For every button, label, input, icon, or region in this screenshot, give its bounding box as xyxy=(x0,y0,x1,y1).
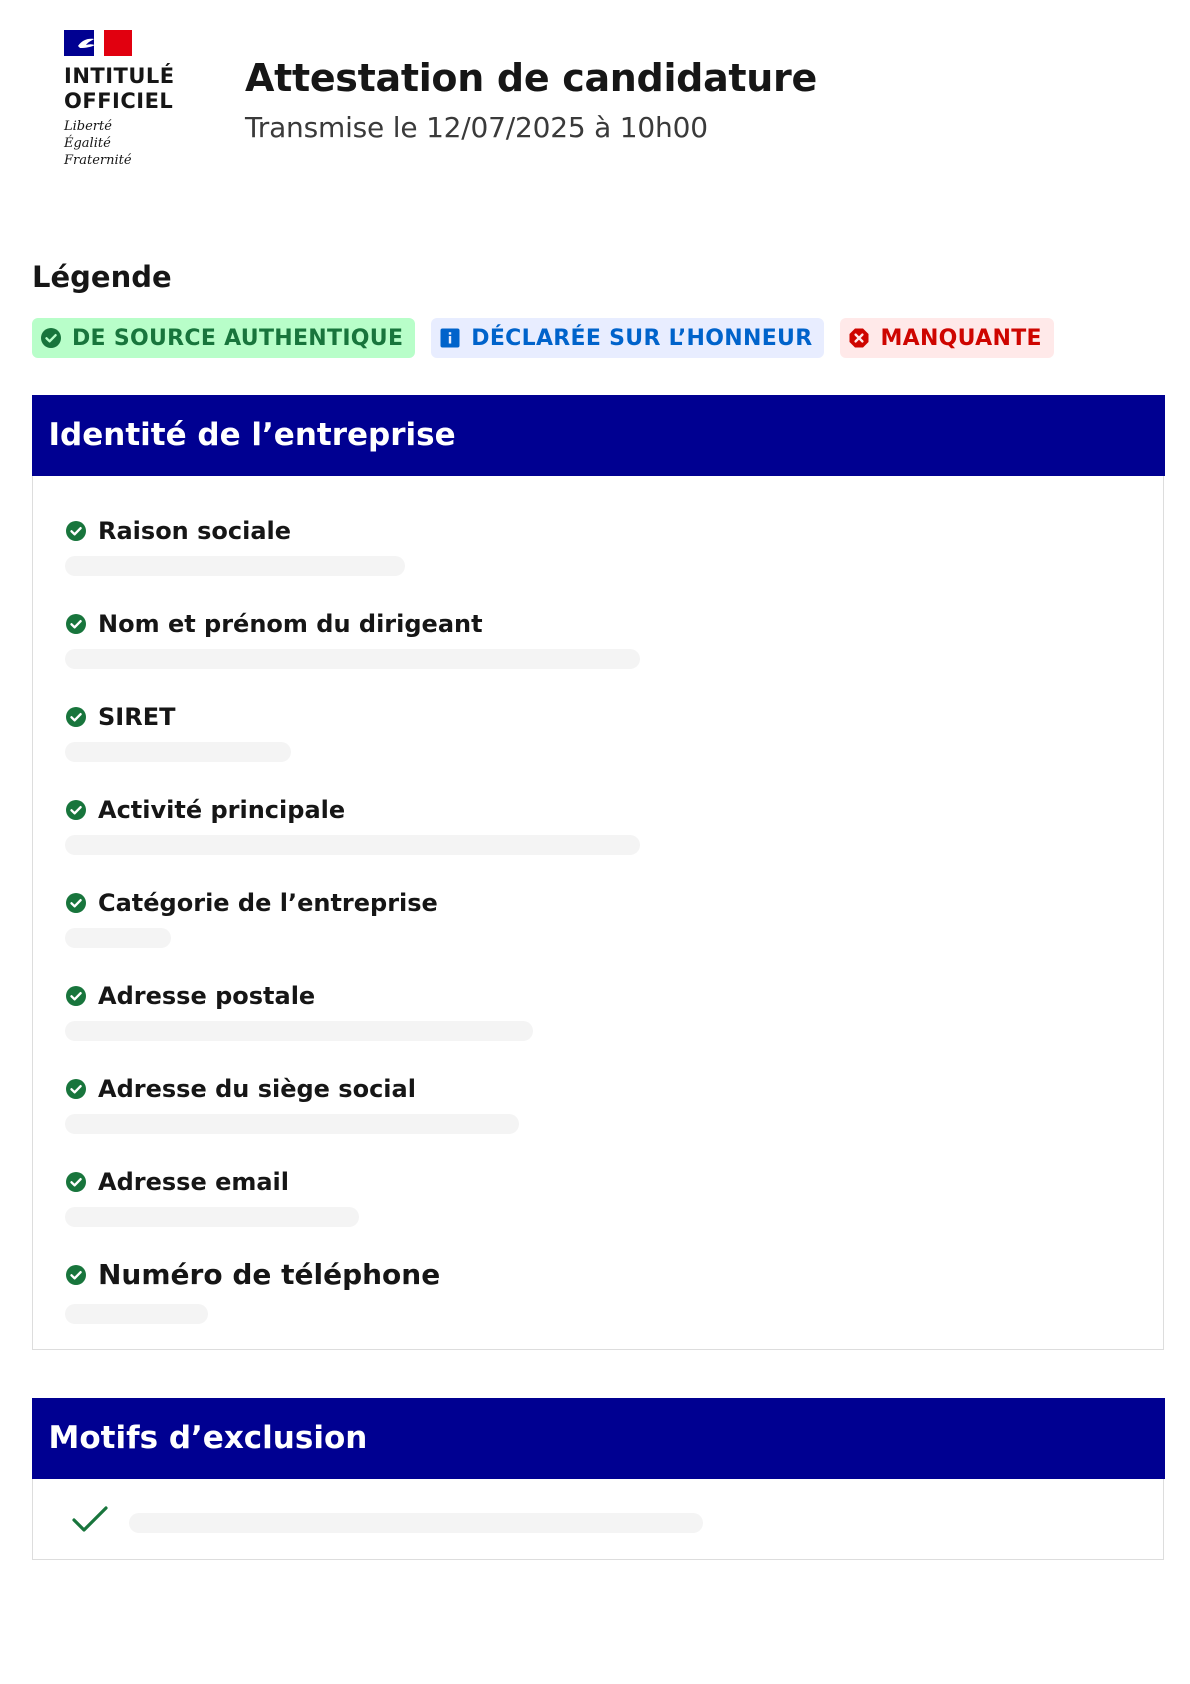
badge-declaree-sur-honneur xyxy=(431,318,824,358)
check-circle-icon xyxy=(65,799,87,821)
field-adresse-siege xyxy=(65,1074,416,1104)
value-placeholder xyxy=(65,835,640,855)
legend-title: Légende xyxy=(32,260,172,294)
badge-source-authentique xyxy=(32,318,415,358)
field-label: Catégorie de l’entreprise xyxy=(98,889,438,917)
check-circle-icon xyxy=(65,706,87,728)
submission-date: Transmise le 12/07/2025 à 10h00 xyxy=(245,111,708,144)
check-circle-icon xyxy=(65,892,87,914)
value-placeholder xyxy=(65,928,171,948)
check-circle-icon xyxy=(65,985,87,1007)
field-siret xyxy=(65,702,175,732)
check-circle-icon xyxy=(65,520,87,542)
field-label: SIRET xyxy=(98,703,176,731)
badge-label: MANQUANTE xyxy=(880,325,1042,351)
field-label: Adresse postale xyxy=(98,982,316,1010)
check-circle-icon xyxy=(65,1171,87,1193)
value-placeholder xyxy=(65,742,291,762)
check-circle-icon xyxy=(65,1078,87,1100)
exclusion-section xyxy=(32,1398,1164,1560)
value-placeholder xyxy=(65,556,405,576)
check-circle-icon xyxy=(65,1264,87,1286)
field-raison-sociale xyxy=(65,516,291,546)
republic-motto: Liberté Égalité Fraternité xyxy=(64,119,132,168)
section-title: Motifs d’exclusion xyxy=(32,1398,1165,1479)
flag-icon xyxy=(64,30,132,56)
field-label: Adresse du siège social xyxy=(98,1075,416,1103)
badge-label: DÉCLARÉE SUR L’HONNEUR xyxy=(471,325,813,351)
field-categorie-entreprise xyxy=(65,888,438,918)
value-placeholder xyxy=(65,1304,208,1324)
value-placeholder xyxy=(65,649,640,669)
marianne-logo xyxy=(64,30,194,169)
legend-badges xyxy=(32,318,1054,358)
field-label: Activité principale xyxy=(98,796,346,824)
check-circle-icon xyxy=(65,613,87,635)
section-title: Identité de l’entreprise xyxy=(32,395,1165,476)
field-label: Adresse email xyxy=(98,1168,290,1196)
field-adresse-email xyxy=(65,1167,289,1197)
field-dirigeant xyxy=(65,609,483,639)
field-adresse-postale xyxy=(65,981,315,1011)
value-placeholder xyxy=(65,1207,359,1227)
identity-section xyxy=(32,395,1164,1350)
page-title: Attestation de candidature xyxy=(245,56,817,100)
badge-manquante xyxy=(840,318,1053,358)
field-telephone xyxy=(65,1260,440,1290)
check-icon xyxy=(71,1505,109,1539)
field-label: Raison sociale xyxy=(98,517,292,545)
value-placeholder xyxy=(65,1021,533,1041)
logo-title: INTITULÉ OFFICIEL xyxy=(64,64,175,113)
field-activite-principale xyxy=(65,795,345,825)
check-circle-icon xyxy=(40,327,62,349)
page-header xyxy=(0,0,1190,200)
field-label: Numéro de téléphone xyxy=(98,1258,441,1291)
field-label: Nom et prénom du dirigeant xyxy=(98,610,483,638)
badge-label: DE SOURCE AUTHENTIQUE xyxy=(72,325,404,351)
value-placeholder xyxy=(129,1513,703,1533)
info-square-icon xyxy=(439,327,461,349)
value-placeholder xyxy=(65,1114,519,1134)
error-octagon-icon xyxy=(848,327,870,349)
